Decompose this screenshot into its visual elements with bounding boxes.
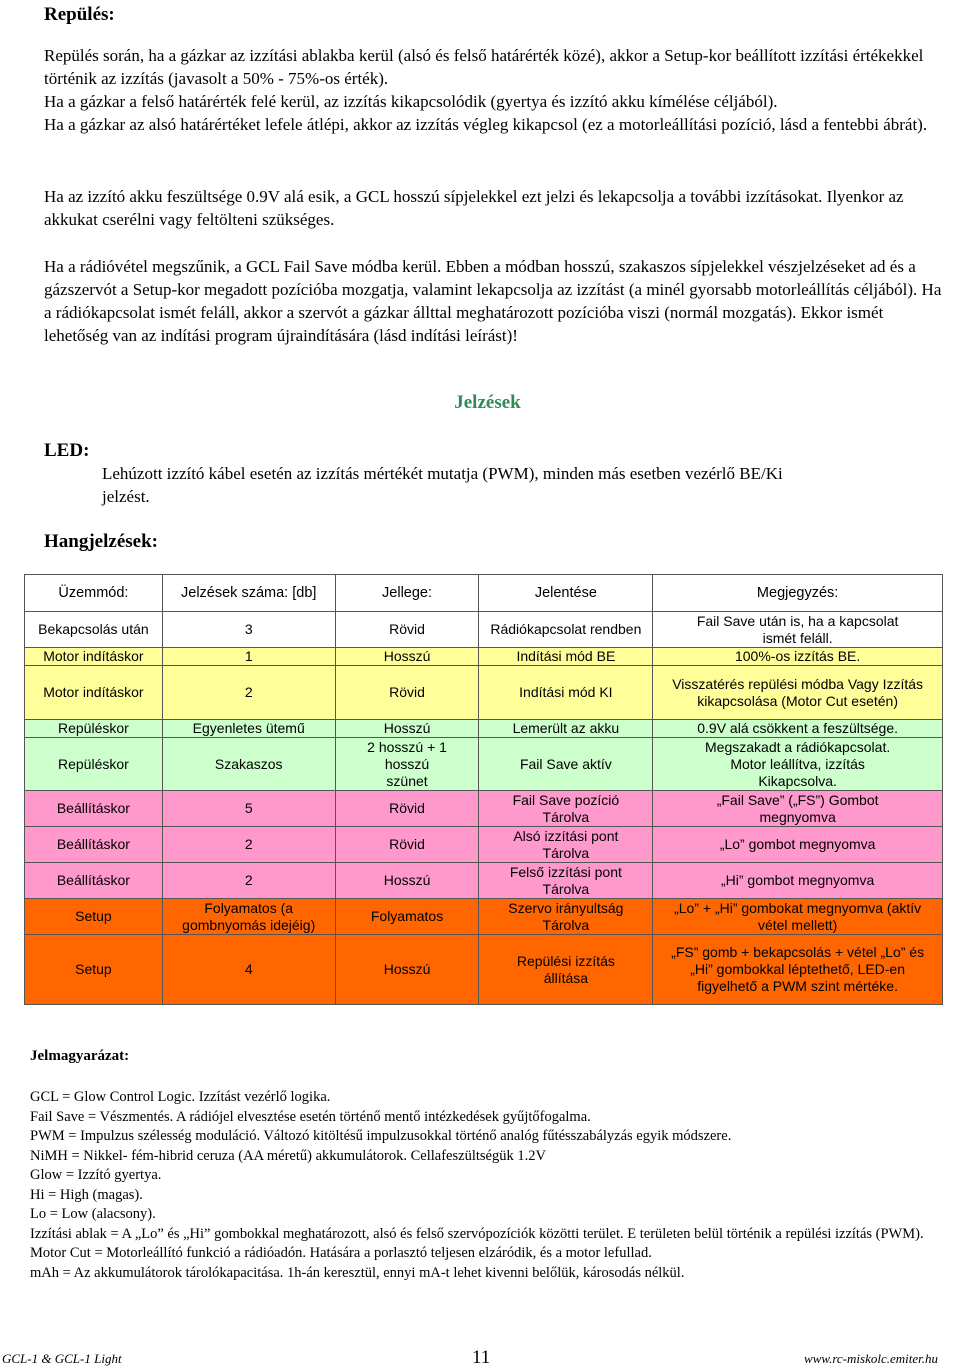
legend-title: Jelmagyarázat: bbox=[30, 1048, 130, 1064]
table-cell: „Lo” + „Hi” gombokat megnyomva (aktív vétel mellett) bbox=[653, 899, 943, 935]
table-row bbox=[25, 648, 943, 666]
legend-item: Motor Cut = Motorleállító funkció a rádióadón. Hatására a porlasztó teljesen elzáródik, és a motor lefullad. bbox=[30, 1245, 652, 1261]
table-cell: 2 bbox=[162, 863, 335, 899]
table-row bbox=[25, 612, 943, 648]
table-row bbox=[25, 899, 943, 935]
jelzesek-title: Jelzések bbox=[454, 392, 521, 413]
header-megjegyzes: Megjegyzés: bbox=[653, 575, 943, 612]
table-cell: Folyamatos bbox=[335, 899, 479, 935]
battery-paragraph: Ha az izzító akku feszültsége 0.9V alá esik, a GCL hosszú sípjelekkel ezt jelzi és lekapcsolja a további izzításokat. Ilyenkor az akkukat cserélni vagy feltölteni szükséges. bbox=[44, 187, 904, 229]
table-cell: Repülési izzítás állítása bbox=[479, 935, 653, 1005]
table-cell: Megszakadt a rádiókapcsolat. Motor leállítva, izzítás Kikapcsolva. bbox=[653, 738, 943, 791]
table-cell: Visszatérés repülési módba Vagy Izzítás kikapcsolása (Motor Cut esetén) bbox=[653, 666, 943, 720]
footer-left: GCL-1 & GCL-1 Light bbox=[2, 1351, 122, 1366]
table-header-row bbox=[25, 575, 943, 612]
table-cell: Fail Save után is, ha a kapcsolat ismét feláll. bbox=[653, 612, 943, 648]
table-cell: Alsó izzítási pont Tárolva bbox=[479, 827, 653, 863]
legend-item: NiMH = Nikkel- fém-hibrid ceruza (AA méretű) akkumulátorok. Cellafeszültségük 1.2V bbox=[30, 1147, 546, 1164]
table-row bbox=[25, 791, 943, 827]
table-cell: Rövid bbox=[335, 827, 479, 863]
table-row bbox=[25, 935, 943, 1005]
table-cell: Indítási mód BE bbox=[479, 648, 653, 666]
table-cell: Szervo irányultság Tárolva bbox=[479, 899, 653, 935]
table-cell: Beállításkor bbox=[25, 827, 163, 863]
header-jellege: Jellege: bbox=[335, 575, 479, 612]
table-cell: Szakaszos bbox=[162, 738, 335, 791]
table-cell: „Lo” gombot megnyomva bbox=[653, 827, 943, 863]
header-uzemmod: Üzemmód: bbox=[25, 575, 163, 612]
table-row bbox=[25, 863, 943, 899]
repules-paragraph-1: Repülés során, ha a gázkar az izzítási ablakba kerül (alsó és felső határérték közé), akkor a Setup-kor beállított izzítási értékekkel történik az izzítás (javasolt a 50% - 75%-os érték). bbox=[44, 46, 924, 88]
table-cell: 2 hosszú + 1 hosszú szünet bbox=[335, 738, 479, 791]
header-jelentese: Jelentése bbox=[479, 575, 653, 612]
table-cell: Fail Save pozíció Tárolva bbox=[479, 791, 653, 827]
table-cell: Motor indításkor bbox=[25, 648, 163, 666]
hang-label: Hangjelzések: bbox=[44, 531, 158, 552]
legend-item: Lo = Low (alacsony). bbox=[30, 1206, 156, 1222]
failsave-paragraph: Ha a rádióvétel megszűnik, a GCL Fail Save módba kerül. Ebben a módban hosszú, szakaszos sípjelekkel vészjelzéseket ad és a gázszervót a Setup-kor megadott pozícióba mozgatja, valamint lekapcsolja az izzítást (a minél gyorsabb motorleállítás céljából). Ha a rádiókapcsolat ismét feláll, akkor a szervót a gázkar állttal meghatározott pozícióba viszi (normál mozgatás). Ekkor ismét lehetőség van az indítási program újraindítására (lásd indítási leírást)! bbox=[44, 257, 942, 345]
legend-item: Glow = Izzító gyertya. bbox=[30, 1167, 162, 1183]
table-cell: 1 bbox=[162, 648, 335, 666]
table-cell: Felső izzítási pont Tárolva bbox=[479, 863, 653, 899]
table-cell: 2 bbox=[162, 827, 335, 863]
table-cell: Hosszú bbox=[335, 935, 479, 1005]
table-cell: Repüléskor bbox=[25, 720, 163, 738]
table-cell: „FS” gomb + bekapcsolás + vétel „Lo” és „Hi” gombokkal léptethető, LED-en figyelhető a PWM szint mértéke. bbox=[653, 935, 943, 1005]
table-cell: Rövid bbox=[335, 791, 479, 827]
legend-item: GCL = Glow Control Logic. Izzítást vezérlő logika. bbox=[30, 1089, 331, 1105]
table-cell: Indítási mód KI bbox=[479, 666, 653, 720]
led-text: Lehúzott izzító kábel esetén az izzítás mértékét mutatja (PWM), minden más esetben vezérlő BE/Ki jelzést. bbox=[102, 464, 783, 506]
table-cell: Beállításkor bbox=[25, 863, 163, 899]
table-cell: „Fail Save” („FS”) Gombot megnyomva bbox=[653, 791, 943, 827]
table-cell: Repüléskor bbox=[25, 738, 163, 791]
table-cell: Hosszú bbox=[335, 863, 479, 899]
table-cell: „Hi” gombot megnyomva bbox=[653, 863, 943, 899]
table-cell: 3 bbox=[162, 612, 335, 648]
legend-list bbox=[30, 1088, 958, 1283]
table-row bbox=[25, 827, 943, 863]
table-cell: Folyamatos (a gombnyomás idejéig) bbox=[162, 899, 335, 935]
table-cell: Beállításkor bbox=[25, 791, 163, 827]
table-cell: 5 bbox=[162, 791, 335, 827]
legend-item: Fail Save = Vészmentés. A rádiójel elvesztése esetén történő mentő intézkedések gyűjtőfogalma. bbox=[30, 1108, 591, 1125]
table-cell: Setup bbox=[25, 935, 163, 1005]
table-cell: Hosszú bbox=[335, 648, 479, 666]
section-title: Repülés: bbox=[44, 4, 115, 25]
signal-table bbox=[24, 574, 943, 1005]
table-row bbox=[25, 666, 943, 720]
table-cell: 0.9V alá csökkent a feszültsége. bbox=[653, 720, 943, 738]
table-cell: Lemerült az akku bbox=[479, 720, 653, 738]
table-cell: 100%-os izzítás BE. bbox=[653, 648, 943, 666]
table-cell: Rövid bbox=[335, 612, 479, 648]
table-cell: Egyenletes ütemű bbox=[162, 720, 335, 738]
page-number: 11 bbox=[472, 1347, 491, 1368]
footer-right: www.rc-miskolc.emiter.hu bbox=[804, 1351, 938, 1366]
table-cell: Setup bbox=[25, 899, 163, 935]
table-row bbox=[25, 738, 943, 791]
legend-item: PWM = Impulzus szélesség moduláció. Változó kitöltésű impulzusokkal történő analóg fűtésszabályzás egyik módszere. bbox=[30, 1128, 732, 1144]
repules-paragraph-3: Ha a gázkar az alsó határértéket lefele átlépi, akkor az izzítás végleg kikapcsol (ez a motorleállítási pozíció, lásd a fentebbi ábrát). bbox=[44, 115, 928, 134]
legend-item: Izzítási ablak = A „Lo” és „Hi” gombokkal meghatározott, alsó és felső szervópozíciók közötti terület. E területen belül történik a repülési izzítás (PWM). bbox=[30, 1225, 924, 1242]
legend-item: Hi = High (magas). bbox=[30, 1186, 143, 1203]
table-cell: Hosszú bbox=[335, 720, 479, 738]
table-cell: 2 bbox=[162, 666, 335, 720]
table-cell: Rádiókapcsolat rendben bbox=[479, 612, 653, 648]
repules-paragraph-2: Ha a gázkar a felső határérték felé kerül, az izzítás kikapcsolódik (gyertya és izzító akku kímélése céljából). bbox=[44, 92, 778, 111]
table-cell: Bekapcsolás után bbox=[25, 612, 163, 648]
header-jelzesek-szama: Jelzések száma: [db] bbox=[162, 575, 335, 612]
table-row bbox=[25, 720, 943, 738]
repules-paragraphs bbox=[44, 44, 944, 136]
legend-item: mAh = Az akkumulátorok tárolókapacitása. 1h-án keresztül, ennyi mA-t lehet kivenni belőlük, károsodás nélkül. bbox=[30, 1264, 685, 1281]
table-cell: Fail Save aktív bbox=[479, 738, 653, 791]
table-cell: Rövid bbox=[335, 666, 479, 720]
table-cell: Motor indításkor bbox=[25, 666, 163, 720]
table-cell: 4 bbox=[162, 935, 335, 1005]
led-label: LED: bbox=[44, 440, 90, 461]
